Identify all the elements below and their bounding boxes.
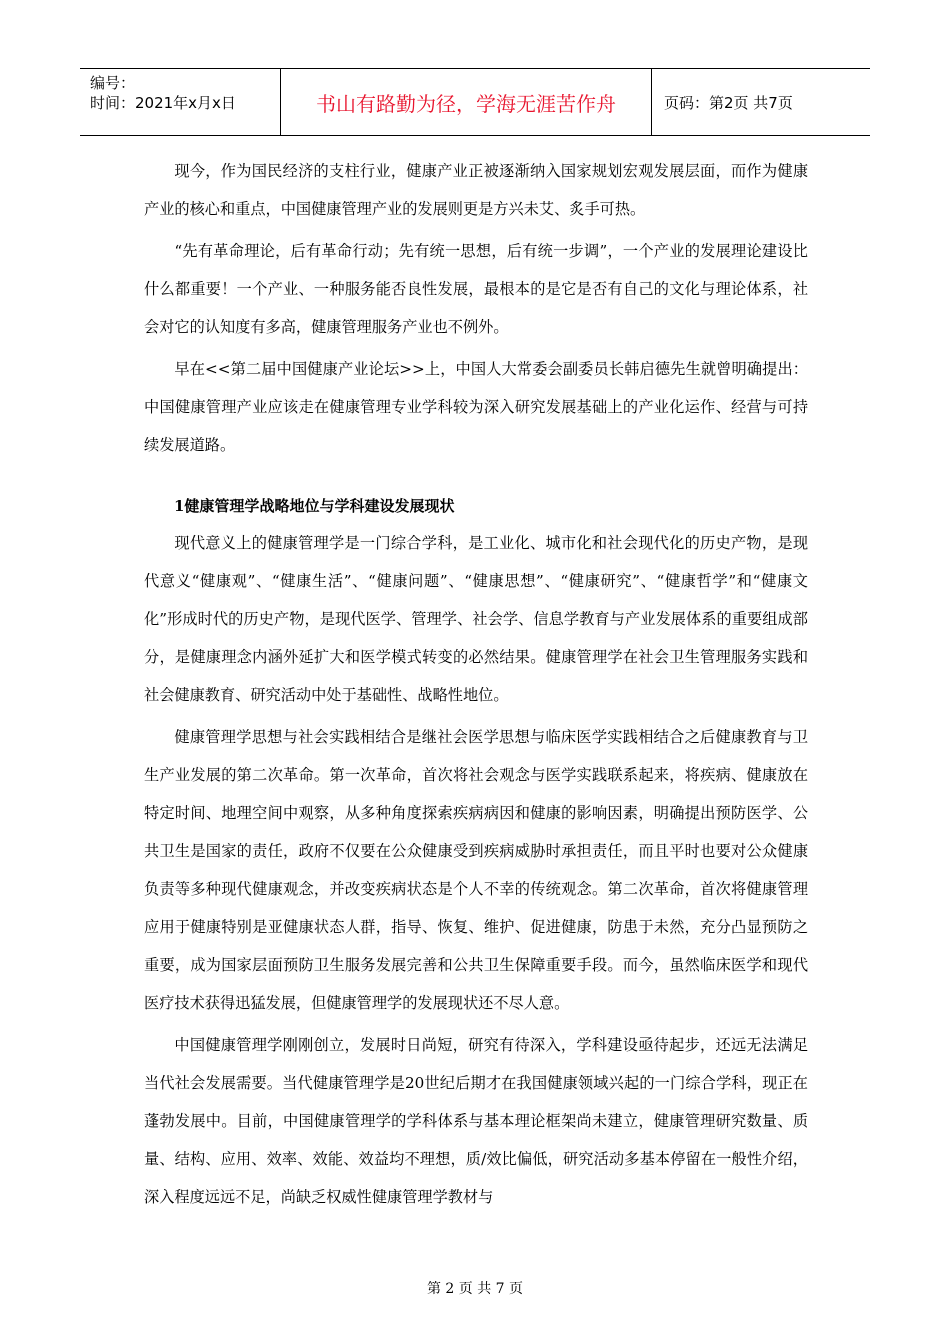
paragraph: 现今，作为国民经济的支柱行业，健康产业正被逐渐纳入国家规划宏观发展层面，而作为健康产业的核心和重点，中国健康管理产业的发展则更是方兴未艾、炙手可热。 — [144, 162, 808, 218]
page-footer: 第 2 页 共 7 页 — [426, 1281, 524, 1297]
page-header — [80, 68, 870, 136]
paragraph: “先有革命理论，后有革命行动；先有统一思想，后有统一步调”，一个产业的发展理论建设比什么都重要！一个产业、一种服务能否良性发展，最根本的是它是否有自己的文化与理论体系，社会对它的认知度有多高，健康管理服务产业也不例外。 — [144, 242, 808, 336]
header-page-info: 页码：第2页 共7页 — [664, 93, 793, 112]
number-label: 编号： — [90, 74, 136, 92]
time-label: 时间：2021年x月x日 — [90, 94, 236, 112]
header-motto: 书山有路勤为径，学海无涯苦作舟 — [280, 69, 652, 135]
paragraph: 健康管理学思想与社会实践相结合是继社会医学思想与临床医学实践相结合之后健康教育与卫生产业发展的第二次革命。第一次革命，首次将社会观念与医学实践联系起来，将疾病、健康放在特定时间、地理空间中观察，从多种角度探索疾病病因和健康的影响因素，明确提出预防医学、公共卫生是国家的责任，政府不仅要在公众健康受到疾病威胁时承担责任，而且平时也要对公众健康负责等多种现代健康观念，并改变疾病状态是个人不幸的传统观念。第二次革命，首次将健康管理应用于健康特别是亚健康状态人群，指导、恢复、维护、促进健康，防患于未然，充分凸显预防之重要，成为国家层面预防卫生服务发展完善和公共卫生保障重要手段。而今，虽然临床医学和现代医疗技术获得迅猛发展，但健康管理学的发展现状还不尽人意。 — [144, 728, 808, 1012]
paragraph: 现代意义上的健康管理学是一门综合学科，是工业化、城市化和社会现代化的历史产物，是现代意义“健康观”、“健康生活”、“健康问题”、“健康思想”、“健康研究”、“健康哲学”和“健康文化”形成时代的历史产物，是现代医学、管理学、社会学、信息学教育与产业发展体系的重要组成部分，是健康理念内涵外延扩大和医学模式转变的必然结果。健康管理学在社会卫生管理服务实践和社会健康教育、研究活动中处于基础性、战略性地位。 — [144, 534, 808, 704]
section-title: 1健康管理学战略地位与学科建设发展现状 — [174, 497, 455, 515]
paragraph: 早在<<第二届中国健康产业论坛>>上，中国人大常委会副委员长韩启德先生就曾明确提出：中国健康管理产业应该走在健康管理专业学科较为深入研究发展基础上的产业化运作、经营与可持续发展道路。 — [144, 360, 808, 454]
header-meta — [80, 69, 280, 135]
document-body — [144, 152, 808, 1216]
paragraph: 中国健康管理学刚刚创立，发展时日尚短，研究有待深入，学科建设亟待起步，还远无法满足当代社会发展需要。当代健康管理学是20世纪后期才在我国健康领域兴起的一门综合学科，现正在蓬勃发展中。目前，中国健康管理学的学科体系与基本理论框架尚未建立，健康管理研究数量、质量、结构、应用、效率、效能、效益均不理想，质/效比偏低，研究活动多基本停留在一般性介绍，深入程度远远不足，尚缺乏权威性健康管理学教材与 — [144, 1036, 808, 1206]
